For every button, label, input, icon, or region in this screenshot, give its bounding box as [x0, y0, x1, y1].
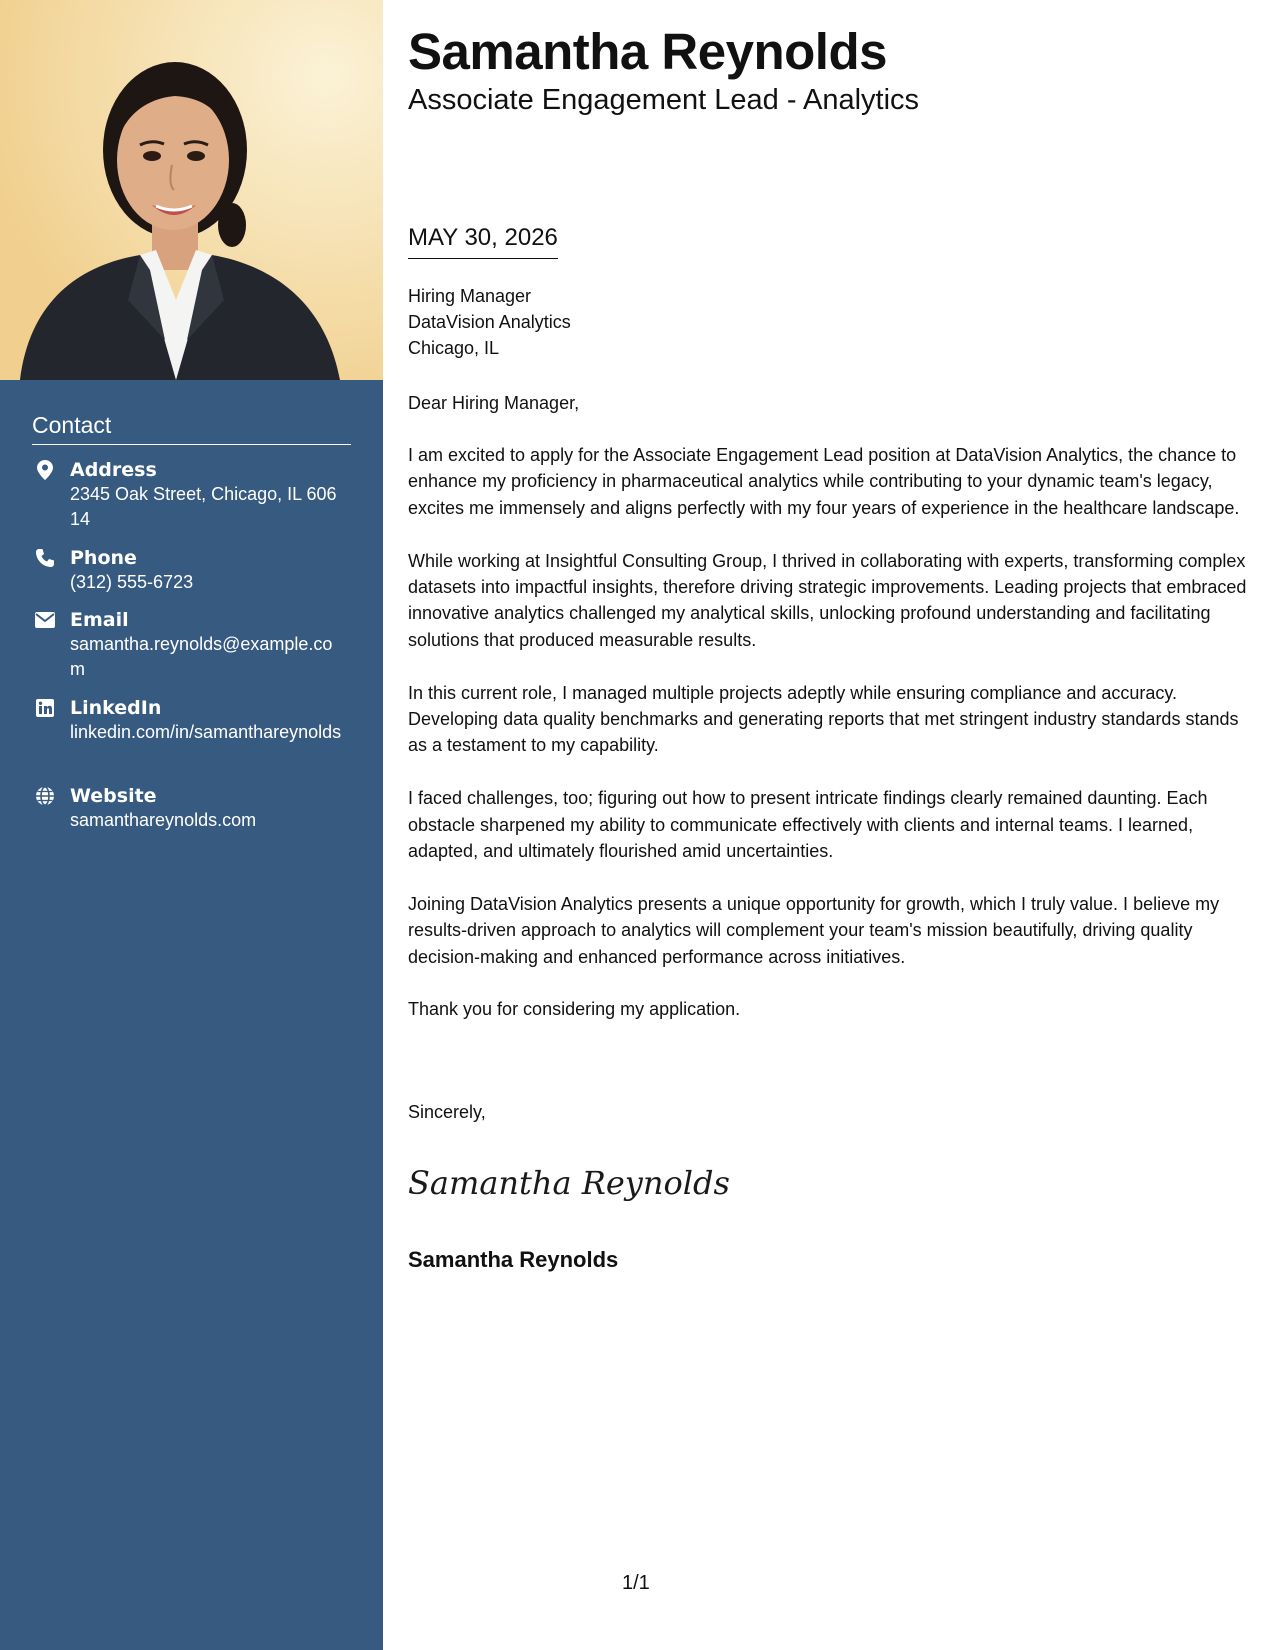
signer-name: Samantha Reynolds [408, 1247, 619, 1272]
linkedin-icon [32, 696, 58, 720]
greeting: Dear Hiring Manager, [408, 393, 580, 413]
body-paragraph: While working at Insightful Consulting Group, I thrived in collaborating with experts, transforming complex datasets into impactful insights, therefore driving strategic improvements. Leading projects that embraced innovative analytics challenged my analytical skills, unlocking profound understanding and facilitating solutions that produced measurable results. [408, 550, 1247, 650]
closing: Sincerely, [408, 1102, 486, 1122]
location-pin-icon [32, 458, 58, 482]
body-paragraph: Thank you for considering my application. [408, 999, 741, 1020]
address-label: Address [70, 459, 157, 481]
handwritten-signature [408, 1158, 730, 1213]
website-value[interactable]: samanthareynolds.com [70, 810, 257, 830]
linkedin-value[interactable]: linkedin.com/in/samanthareynolds [70, 722, 342, 742]
recipient-line: DataVision Analytics [408, 312, 571, 332]
signature-text: Samantha Reynolds [408, 1164, 730, 1202]
profile-photo [0, 0, 383, 380]
body-paragraph: In this current role, I managed multiple projects adeptly while ensuring compliance and accuracy. Developing data quality benchmarks and generating reports that met stringent industry standards stands as a testament to my capability. [408, 682, 1239, 756]
letter-body [408, 442, 1248, 1049]
email-label: Email [70, 609, 129, 631]
applicant-name: Samantha Reynolds [408, 23, 887, 80]
recipient-line: Chicago, IL [408, 338, 500, 358]
contact-divider [32, 444, 351, 445]
phone-value: (312) 555-6723 [70, 572, 194, 592]
contact-heading: Contact [32, 412, 112, 438]
globe-icon [32, 784, 58, 808]
recipient-line: Hiring Manager [408, 286, 532, 306]
body-paragraph: I am excited to apply for the Associate Engagement Lead position at DataVision Analytics, the chance to enhance my proficiency in pharmaceutical analytics while contributing to your dynamic team's legacy, excites me immensely and aligns perfectly with my four years of experience in the healthcare landscape. [408, 445, 1240, 518]
phone-icon [32, 546, 58, 570]
sidebar [0, 0, 383, 1650]
letter-date: MAY 30, 2026 [408, 224, 558, 259]
linkedin-label: LinkedIn [70, 697, 162, 719]
address-value: 2345 Oak Street, Chicago, IL 60614 [70, 484, 337, 529]
phone-label: Phone [70, 547, 137, 569]
page-number: 1/1 [622, 1572, 650, 1594]
envelope-icon [32, 608, 58, 632]
body-paragraph: I faced challenges, too; figuring out how to present intricate findings clearly remained daunting. Each obstacle sharpened my ability to communicate effectively with clients and internal teams. I learned, adapted, and ultimately flourished amid uncertainties. [408, 788, 1208, 862]
job-title: Associate Engagement Lead - Analytics [408, 84, 920, 116]
recipient-block [408, 283, 571, 361]
body-paragraph: Joining DataVision Analytics presents a unique opportunity for growth, which I truly value. I believe my results-driven approach to analytics will complement your team's mission beautifully, driving quality decision-making and enhanced performance across initiatives. [408, 893, 1220, 967]
website-label: Website [70, 785, 157, 807]
email-value[interactable]: samantha.reynolds@example.com [70, 634, 333, 679]
